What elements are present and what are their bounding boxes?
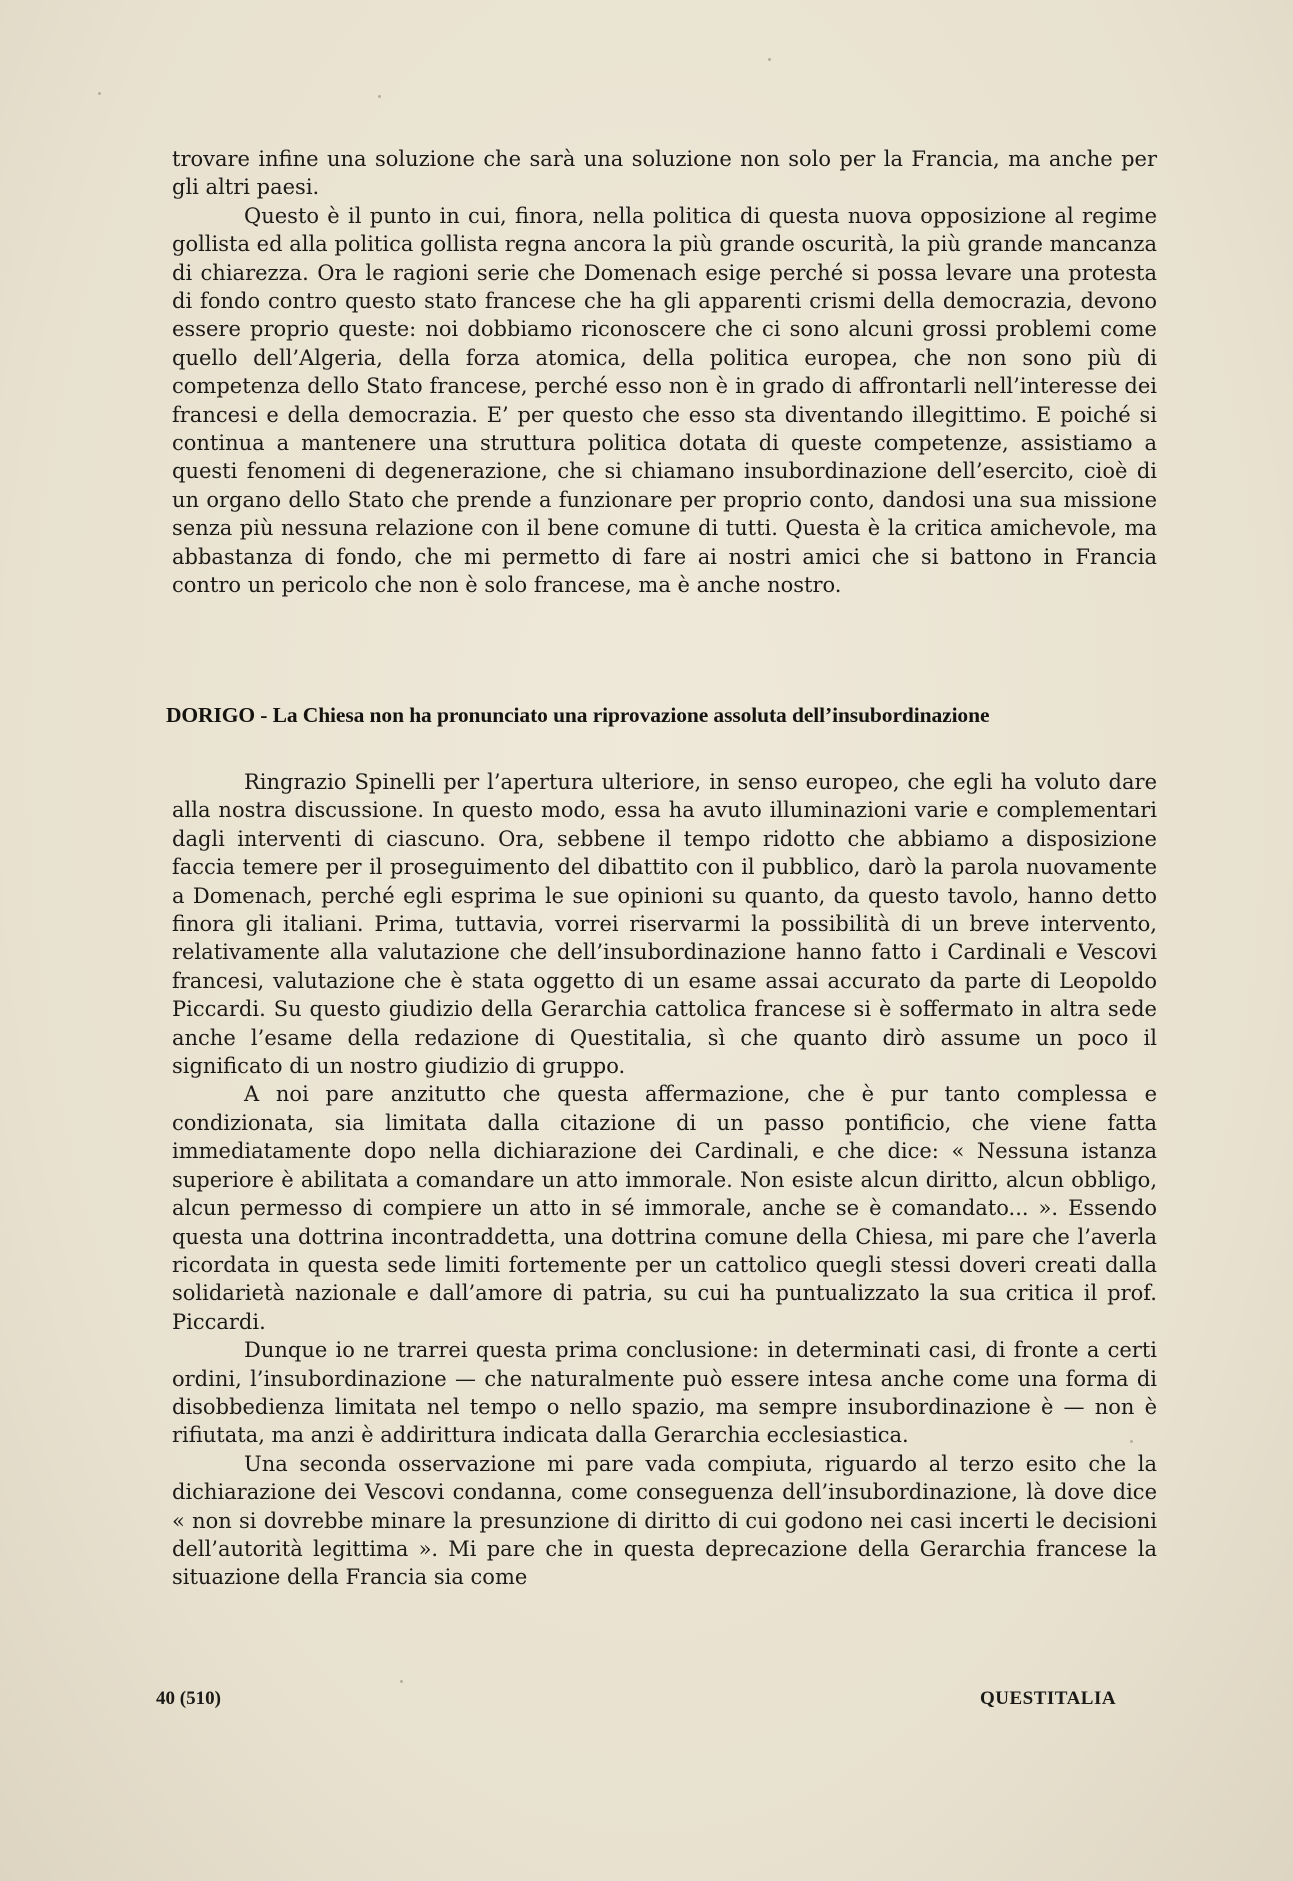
paragraph: Una seconda osservazione mi pare vada compiuta, riguardo al terzo esito che la dichiarazione dei Vescovi condanna, come conseguenza dell’insubordinazione, là dove dice « non si dovrebbe minare la presunzione di diritto di cui godono nei casi incerti le decisioni dell’autorità legittima ». Mi pare che in questa deprecazione della Gerarchia francese la situazione della Francia sia come — [172, 1451, 1157, 1590]
paragraph: A noi pare anzitutto che questa affermazione, che è pur tanto complessa e condizionata, sia limitata dalla citazione di un passo pontificio, che viene fatta immediatamente dopo nella dichiarazione dei Cardinali, e che dice: « Nessuna istanza superiore è abilitata a comandare un atto immorale. Non esiste alcun diritto, alcun obbligo, alcun permesso di compiere un atto in sé immorale, anche se è comandato... ». Essendo questa una dottrina incontraddetta, una dottrina comune della Chiesa, mi pare che l’averla ricordata in questa sede limiti fortemente per un cattolico quegli stessi doveri creati dalla solidarietà nazionale e dall’amore di patria, su cui ha puntualizzato la sua critica il prof. Piccardi. — [172, 1082, 1157, 1334]
paragraph: Questo è il punto in cui, finora, nella politica di questa nuova opposizione al regime gollista ed alla politica gollista regna ancora la più grande oscurità, la più grande mancanza di chiarezza. Ora le ragioni serie che Domenach esige perché si possa levare una protesta di fondo contro questo stato francese che ha gli apparenti crismi della democrazia, devono essere proprio queste: noi dobbiamo riconoscere che ci sono alcuni grossi problemi come quello dell’Algeria, della forza atomica, della politica europea, che non sono più di competenza dello Stato francese, perché esso non è in grado di affrontarli nell’interesse dei francesi e della democrazia. E’ per questo che esso sta diventando illegittimo. E poiché si continua a mantenere una struttura politica dotata di queste competenze, assistiamo a questi fenomeni di degenerazione, che si chiamano insubordinazione dell’esercito, cioè di un organo dello Stato che prende a funzionare per proprio conto, dandosi una sua missione senza più nessuna relazione con il bene comune di tutti. Questa è la critica amichevole, ma abbastanza di fondo, che mi permetto di fare ai nostri amici che si battono in Francia contro un pericolo che non è solo francese, ma è anche nostro. — [172, 203, 1157, 598]
paper-speck — [98, 92, 101, 95]
paragraph: trovare infine una soluzione che sarà una soluzione non solo per la Francia, ma anche per gli altri paesi. — [172, 147, 1157, 200]
paper-speck — [768, 58, 771, 61]
paragraph: Ringrazio Spinelli per l’apertura ulteriore, in senso europeo, che egli ha voluto dare alla nostra discussione. In questo modo, essa ha avuto illuminazioni varie e complementari dagli interventi di ciascuno. Ora, sebbene il tempo ridotto che abbiamo a disposizione faccia temere per il proseguimento del dibattito con il pubblico, darò la parola nuovamente a Domenach, perché egli esprima le sue opinioni su quanto, da questo tavolo, hanno detto finora gli italiani. Prima, tuttavia, vorrei riservarmi la possibilità di un breve intervento, relativamente alla valutazione che dell’insubordinazione hanno fatto i Cardinali e Vescovi francesi, valutazione che è stata oggetto di un esame assai accurato da parte di Leopoldo Piccardi. Su questo giudizio della Gerarchia cattolica francese si è soffermato in altra sede anche l’esame della redazione di Questitalia, sì che quanto dirò assume un poco il significato di un nostro giudizio di gruppo. — [172, 770, 1157, 1079]
intro-text-block — [172, 145, 1157, 600]
page-number: 40 (510) — [156, 1688, 221, 1709]
paper-speck — [1130, 1440, 1133, 1443]
paragraph: Dunque io ne trarrei questa prima conclusione: in determinati casi, di fronte a certi ordini, l’insubordinazione — che naturalmente può essere intesa anche come una forma di disobbedienza limitata nel tempo o nello spazio, ma sempre insubordinazione è — non è rifiutata, ma anzi è addirittura indicata dalla Gerarchia ecclesiastica. — [172, 1338, 1157, 1448]
paper-speck — [378, 95, 381, 98]
paper-speck — [400, 1680, 403, 1683]
body-text-block — [172, 768, 1157, 1592]
section-heading: DORIGO - La Chiesa non ha pronunciato una riprovazione assoluta dell’insubordinazione — [166, 703, 990, 727]
journal-name: QUESTITALIA — [980, 1688, 1117, 1709]
